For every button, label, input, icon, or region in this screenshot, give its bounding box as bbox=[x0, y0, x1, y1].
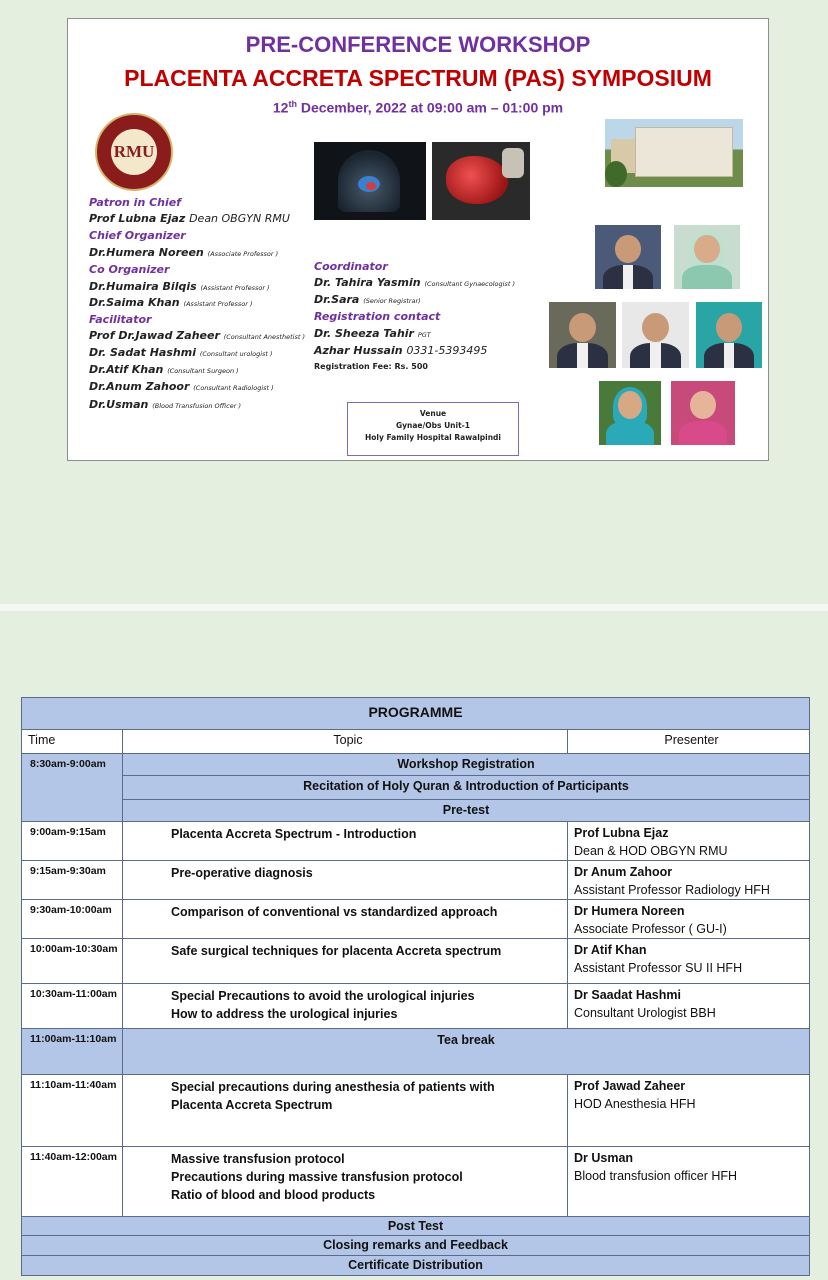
topic-line: Special precautions during anesthesia of patients with bbox=[171, 1080, 495, 1094]
table-row bbox=[22, 939, 810, 984]
organizer-entry bbox=[89, 398, 241, 411]
venue-hospital: Holy Family Hospital Rawalpindi bbox=[365, 433, 501, 442]
topic-line: Safe surgical techniques for placenta Accreta spectrum bbox=[171, 944, 502, 958]
person-name: Dr.Saima Khan bbox=[89, 296, 180, 309]
programme-title: PROGRAMME bbox=[22, 698, 810, 730]
table-row bbox=[22, 1217, 810, 1236]
row-topic bbox=[123, 1075, 568, 1147]
organizer-entry bbox=[89, 212, 290, 225]
registration-item: Pre-test bbox=[123, 800, 810, 822]
topic-line: Special Precautions to avoid the urological injuries bbox=[171, 989, 475, 1003]
role-heading bbox=[89, 196, 181, 209]
table-row bbox=[22, 1256, 810, 1276]
row-time: 8:30am-9:00am bbox=[22, 754, 123, 822]
role-label: Chief Organizer bbox=[89, 229, 186, 242]
person-title: (Consultant Gynaecologist ) bbox=[424, 280, 515, 288]
row-topic bbox=[123, 984, 568, 1029]
organizer-entry bbox=[89, 363, 239, 376]
role-heading bbox=[314, 260, 388, 273]
venue-label: Venue bbox=[419, 409, 447, 418]
table-row bbox=[22, 861, 810, 900]
person-name: Dr. Tahira Yasmin bbox=[314, 276, 421, 289]
topic-line: Placenta Accreta Spectrum bbox=[171, 1098, 333, 1112]
presenter-portrait-4 bbox=[622, 302, 689, 368]
topic-line: How to address the urological injuries bbox=[171, 1007, 398, 1021]
table-row bbox=[22, 900, 810, 939]
role-heading bbox=[314, 310, 440, 323]
presenter-name: Dr Usman bbox=[574, 1151, 634, 1165]
presenter-portrait-2 bbox=[674, 225, 740, 289]
date-ordinal: th bbox=[288, 99, 297, 109]
row-time: 11:10am-11:40am bbox=[22, 1075, 123, 1147]
surgical-specimen-image bbox=[432, 142, 530, 220]
presenter-designation: Assistant Professor Radiology HFH bbox=[574, 883, 770, 897]
person-name: Dr.Anum Zahoor bbox=[89, 380, 190, 393]
table-row bbox=[22, 1075, 810, 1147]
presenter-portrait-7 bbox=[671, 381, 735, 445]
person-title: (Consultant Surgeon ) bbox=[167, 367, 239, 375]
role-label: Patron in Chief bbox=[89, 196, 182, 209]
table-row bbox=[22, 800, 810, 822]
person-detail: Dean OBGYN RMU bbox=[189, 212, 290, 225]
header-time: Time bbox=[22, 730, 123, 754]
person-name: Dr. Sheeza Tahir bbox=[314, 327, 414, 340]
role-heading bbox=[89, 229, 186, 242]
row-time: 11:40am-12:00am bbox=[22, 1147, 123, 1217]
presenter-designation: Assistant Professor SU II HFH bbox=[574, 961, 743, 975]
person-name: Dr.Atif Khan bbox=[89, 363, 164, 376]
person-title: PGT bbox=[417, 331, 431, 339]
organizer-entry bbox=[89, 380, 274, 393]
row-presenter bbox=[568, 822, 810, 861]
organizer-entry bbox=[89, 329, 305, 342]
person-name: Azhar Hussain bbox=[314, 344, 403, 357]
role-label: Coordinator bbox=[314, 260, 388, 273]
registration-fee: Registration Fee: Rs. 500 bbox=[314, 362, 428, 371]
presenter-name: Dr Humera Noreen bbox=[574, 904, 685, 918]
person-detail: 0331-5393495 bbox=[406, 344, 488, 357]
row-topic bbox=[123, 939, 568, 984]
row-topic bbox=[123, 900, 568, 939]
topic-line: Pre-operative diagnosis bbox=[171, 866, 313, 880]
person-title: (Consultant Anesthetist ) bbox=[223, 333, 305, 341]
table-row bbox=[22, 698, 810, 730]
person-name: Prof Lubna Ejaz bbox=[89, 212, 186, 225]
poster-title: PRE-CONFERENCE WORKSHOP bbox=[245, 32, 591, 57]
table-row bbox=[22, 730, 810, 754]
organizer-entry bbox=[314, 327, 431, 340]
organizer-entry bbox=[89, 246, 278, 259]
row-presenter bbox=[568, 1147, 810, 1217]
tea-break: Tea break bbox=[123, 1029, 810, 1075]
header-presenter: Presenter bbox=[568, 730, 810, 754]
presenter-name: Dr Saadat Hashmi bbox=[574, 988, 681, 1002]
organizer-entry bbox=[89, 296, 253, 309]
row-time: 10:30am-11:00am bbox=[22, 984, 123, 1029]
header-topic: Topic bbox=[123, 730, 568, 754]
person-name: Dr. Sadat Hashmi bbox=[89, 346, 196, 359]
person-name: Dr.Humera Noreen bbox=[89, 246, 204, 259]
organizer-entry bbox=[314, 344, 487, 357]
programme-table bbox=[21, 697, 810, 1276]
person-title: (Consultant urologist ) bbox=[199, 350, 273, 358]
row-presenter bbox=[568, 861, 810, 900]
row-presenter bbox=[568, 900, 810, 939]
organizer-entry bbox=[89, 280, 270, 293]
presenter-name: Prof Lubna Ejaz bbox=[574, 826, 669, 840]
row-presenter bbox=[568, 984, 810, 1029]
organizer-entry bbox=[89, 346, 273, 359]
closing-item: Post Test bbox=[22, 1217, 810, 1236]
row-time: 10:00am-10:30am bbox=[22, 939, 123, 984]
person-name: Dr.Usman bbox=[89, 398, 149, 411]
topic-line: Comparison of conventional vs standardized approach bbox=[171, 905, 498, 919]
poster-subtitle: PLACENTA ACCRETA SPECTRUM (PAS) SYMPOSIUM bbox=[124, 65, 712, 91]
presenter-designation: Associate Professor ( GU-I) bbox=[574, 922, 727, 936]
role-label: Registration contact bbox=[314, 310, 441, 323]
presenter-portrait-6 bbox=[599, 381, 661, 445]
section-divider bbox=[0, 604, 828, 611]
poster-date bbox=[68, 99, 768, 116]
topic-line: Massive transfusion protocol bbox=[171, 1152, 345, 1166]
ultrasound-image bbox=[314, 142, 426, 220]
table-row bbox=[22, 822, 810, 861]
organizer-entry bbox=[314, 276, 515, 289]
table-row bbox=[22, 1236, 810, 1256]
closing-item: Certificate Distribution bbox=[22, 1256, 810, 1276]
presenter-designation: Dean & HOD OBGYN RMU bbox=[574, 844, 728, 858]
role-heading bbox=[89, 313, 151, 326]
person-name: Dr.Sara bbox=[314, 293, 360, 306]
presenter-portrait-3 bbox=[549, 302, 616, 368]
date-time: December, 2022 at 09:00 am – 01:00 pm bbox=[296, 99, 564, 116]
venue-unit: Gynae/Obs Unit-1 bbox=[395, 421, 470, 430]
role-label: Facilitator bbox=[89, 313, 152, 326]
registration-item: Recitation of Holy Quran & Introduction of Participants bbox=[123, 776, 810, 800]
presenter-designation: Blood transfusion officer HFH bbox=[574, 1169, 738, 1183]
date-day: 12 bbox=[272, 99, 289, 116]
organizer-entry bbox=[314, 293, 421, 306]
presenter-portrait-5 bbox=[696, 302, 762, 368]
table-row bbox=[22, 984, 810, 1029]
person-title: (Assistant Professor ) bbox=[200, 284, 270, 292]
presenter-name: Dr Anum Zahoor bbox=[574, 865, 673, 879]
presenter-designation: Consultant Urologist BBH bbox=[574, 1006, 716, 1020]
presenter-designation: HOD Anesthesia HFH bbox=[574, 1097, 696, 1111]
person-title: (Senior Registrar) bbox=[363, 297, 421, 305]
row-topic bbox=[123, 822, 568, 861]
closing-item: Closing remarks and Feedback bbox=[22, 1236, 810, 1256]
table-row bbox=[22, 776, 810, 800]
venue-box bbox=[347, 402, 519, 456]
table-row bbox=[22, 1147, 810, 1217]
registration-item: Workshop Registration bbox=[123, 754, 810, 776]
topic-line: Precautions during massive transfusion protocol bbox=[171, 1170, 463, 1184]
person-title: (Blood Transfusion Officer ) bbox=[152, 402, 242, 410]
topic-line: Ratio of blood and blood products bbox=[171, 1188, 376, 1202]
presenter-name: Dr Atif Khan bbox=[574, 943, 647, 957]
row-presenter bbox=[568, 939, 810, 984]
tea-time: 11:00am-11:10am bbox=[22, 1029, 123, 1075]
hospital-building-image bbox=[605, 119, 743, 187]
row-topic bbox=[123, 1147, 568, 1217]
row-topic bbox=[123, 861, 568, 900]
row-presenter bbox=[568, 1075, 810, 1147]
role-heading bbox=[89, 263, 169, 276]
table-row bbox=[22, 1029, 810, 1075]
role-label: Co Organizer bbox=[89, 263, 170, 276]
person-name: Dr.Humaira Bilqis bbox=[89, 280, 197, 293]
person-name: Prof Dr.Jawad Zaheer bbox=[89, 329, 220, 342]
person-title: (Assistant Professor ) bbox=[183, 300, 253, 308]
person-title: (Associate Professor ) bbox=[207, 250, 279, 258]
row-time: 9:00am-9:15am bbox=[22, 822, 123, 861]
workshop-poster bbox=[67, 18, 769, 461]
rmu-logo-text: RMU bbox=[113, 142, 155, 161]
rmu-logo bbox=[95, 113, 173, 191]
presenter-name: Prof Jawad Zaheer bbox=[574, 1079, 686, 1093]
person-title: (Consultant Radiologist ) bbox=[193, 384, 274, 392]
row-time: 9:15am-9:30am bbox=[22, 861, 123, 900]
topic-line: Placenta Accreta Spectrum - Introduction bbox=[171, 827, 417, 841]
table-row bbox=[22, 754, 810, 776]
row-time: 9:30am-10:00am bbox=[22, 900, 123, 939]
presenter-portrait-1 bbox=[595, 225, 661, 289]
